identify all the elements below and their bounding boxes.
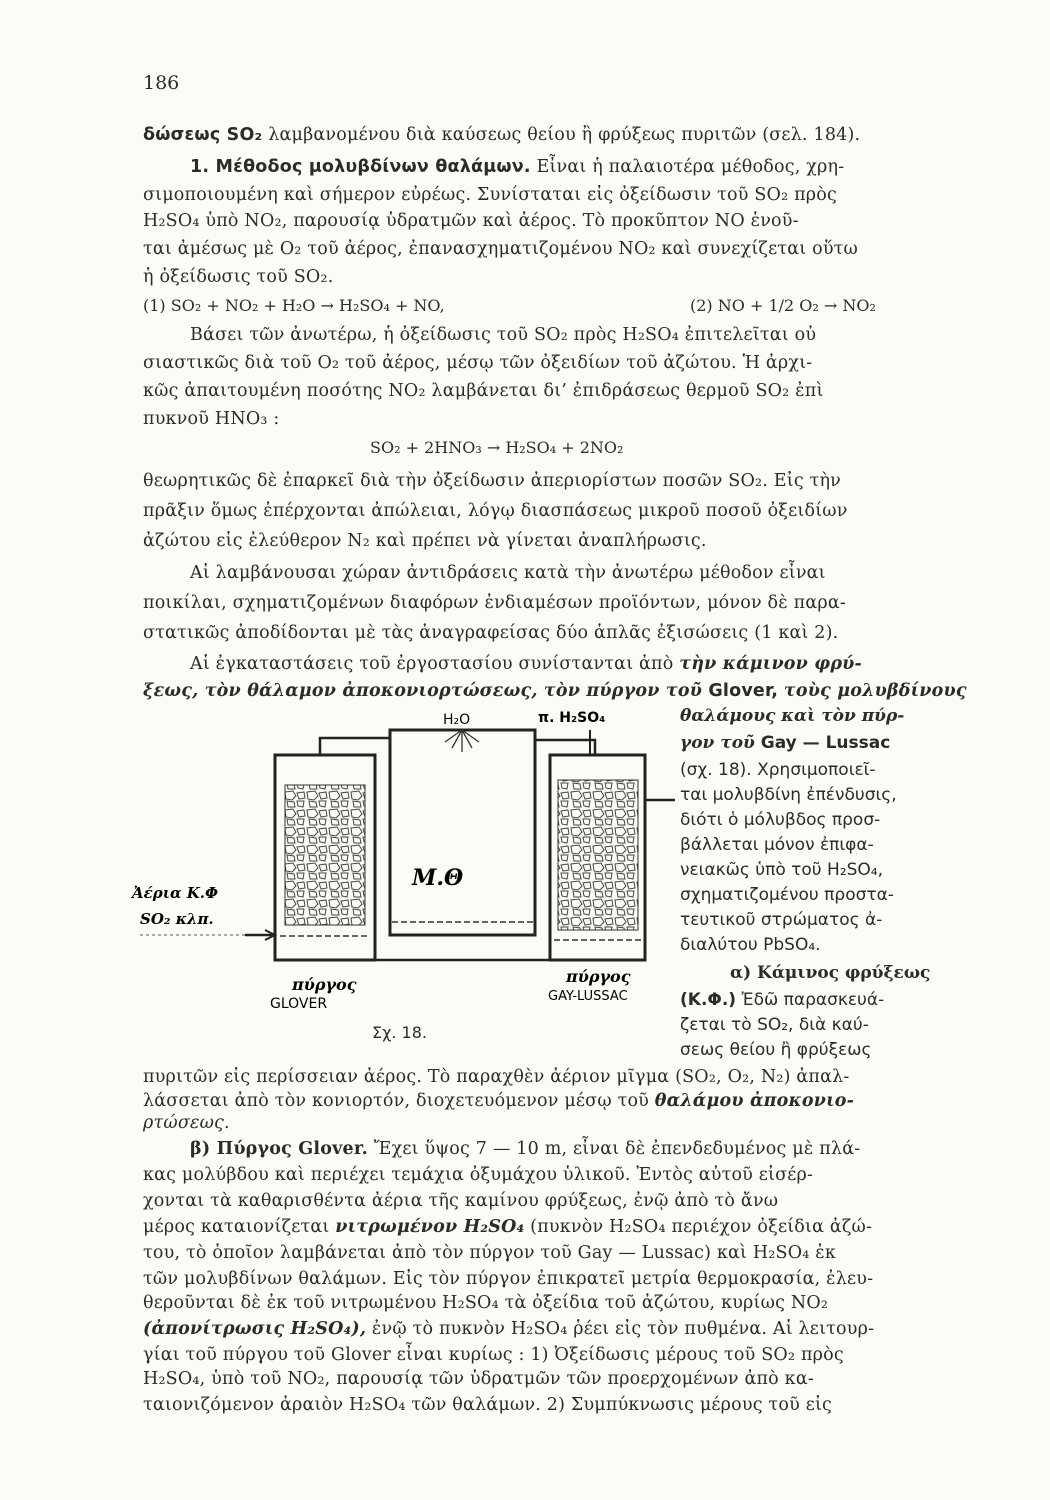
- right-column-line: νειακῶς ὑπὸ τοῦ H₂SO₄,: [680, 860, 884, 880]
- equation-1: (1) SO₂ + NO₂ + H₂O → H₂SO₄ + NO,: [143, 296, 445, 315]
- text-line: ἡ ὀξείδωσις τοῦ SO₂.: [143, 267, 334, 287]
- italic-term: (ἀπονίτρωσις H₂SO₄),: [143, 1319, 367, 1339]
- bold-term: Gay — Lussac: [760, 733, 891, 753]
- text-line: πυριτῶν εἰς περίσσειαν ἀέρος. Τὸ παραχθὲν ἀέριον μῖγμα (SO₂, O₂, N₂) ἀπαλ-: [143, 1067, 850, 1087]
- text-line: ται ἀμέσως μὲ O₂ τοῦ ἀέρος, ἐπανασχηματιζομένου NO₂ καὶ συνεχίζεται οὕτω: [143, 239, 859, 259]
- line-text: (πυκνὸν H₂SO₄ περιέχον ὀξείδια ἀζώ-: [530, 1217, 873, 1237]
- right-column-heading: α) Κάμινος φρύξεως: [730, 963, 931, 983]
- text-line: [143, 1318, 923, 1340]
- line-text: Ἐδῶ παρασκευά-: [741, 990, 885, 1010]
- bold-term: δώσεως SO₂: [143, 125, 263, 145]
- line-text: μέρος καταιονίζεται: [143, 1217, 336, 1237]
- italic-term: τὴν κάμινον φρύ-: [679, 654, 862, 674]
- right-column-line: διαλύτου PbSO₄.: [680, 935, 821, 955]
- text-line: [190, 1138, 923, 1160]
- right-column-line: σεως θείου ἢ φρύξεως: [680, 1040, 872, 1060]
- tower-diagram: [130, 700, 680, 1020]
- right-column-line: ται μολυβδίνη ἐπένδυσις,: [680, 785, 897, 805]
- italic-term: θαλάμου ἀποκονιο-: [654, 1091, 855, 1111]
- section-heading: 1. Μέθοδος μολυβδίνων θαλάμων.: [190, 157, 531, 177]
- text-line: πρᾶξιν ὅμως ἐπέρχονται ἀπώλειαι, λόγῳ διασπάσεως μικροῦ ποσοῦ ὀξειδίων: [143, 501, 848, 521]
- bold-term: Glover,: [708, 681, 779, 701]
- text-line: [143, 1216, 923, 1238]
- text-line: [143, 680, 967, 702]
- text-line: του, τὸ ὁποῖον λαμβάνεται ἀπὸ τὸν πύργον τοῦ Gay — Lussac) καὶ H₂SO₄ ἐκ: [143, 1243, 836, 1263]
- text-line: τῶν μολυβδίνων θαλάμων. Εἰς τὸν πύργον ἐπικρατεῖ μετρία θερμοκρασία, ἐλευ-: [143, 1269, 874, 1289]
- text-line: γίαι τοῦ πύργου τοῦ Glover εἶναι κυρίως : 1) Ὀξείδωσις μέρους τοῦ SO₂ πρὸς: [143, 1345, 844, 1365]
- diagram-label-h2so4: π. H₂SO₄: [538, 710, 606, 726]
- equation-3: SO₂ + 2HNO₃ → H₂SO₄ + 2NO₂: [370, 438, 624, 457]
- text-line: πυκνοῦ HNO₃ :: [143, 409, 280, 429]
- text-line: σιαστικῶς διὰ τοῦ O₂ τοῦ ἀέρος, μέσῳ τῶν ὀξειδίων τοῦ ἀζώτου. Ἡ ἀρχι-: [143, 353, 813, 373]
- right-column-line: θαλάμους καὶ τὸν πύρ-: [680, 706, 905, 726]
- text-line: [190, 156, 923, 178]
- text-line: [143, 124, 923, 146]
- right-column-line: σχηματιζομένου προστα-: [680, 885, 894, 905]
- right-column-line: (σχ. 18). Χρησιμοποιεῖ-: [680, 760, 876, 780]
- line-text: Εἶναι ἡ παλαιοτέρα μέθοδος, χρη-: [536, 157, 845, 177]
- diagram-label-center: M.Θ: [412, 865, 464, 891]
- right-column-line: ζεται τὸ SO₂, διὰ καύ-: [680, 1015, 869, 1035]
- text-line: θεροῦνται δὲ ἐκ τοῦ νιτρωμένου H₂SO₄ τὰ ὀξείδια τοῦ ἀζώτου, κυρίως NO₂: [143, 1293, 829, 1313]
- line-text: Ἔχει ὕψος 7 — 10 m, εἶναι δὲ ἐπενδεδυμένος μὲ πλά-: [373, 1139, 861, 1159]
- right-column-line: [680, 732, 925, 755]
- diagram-label-gay-gr: πύργος: [566, 967, 631, 986]
- text-line: κῶς ἀπαιτουμένη ποσότης NO₂ λαμβάνεται δι’ ἐπιδράσεως θερμοῦ SO₂ ἐπὶ: [143, 381, 824, 401]
- text-line: Αἱ λαμβάνουσαι χώραν ἀντιδράσεις κατὰ τὴν ἀνωτέρω μέθοδον εἶναι: [190, 563, 826, 583]
- line-text: Αἱ ἐγκαταστάσεις τοῦ ἐργοστασίου συνίστανται ἀπὸ: [190, 654, 680, 674]
- text-line: κας μολύβδου καὶ περιέχει τεμάχια ὀξυμάχου ὑλικοῦ. Ἐντὸς αὐτοῦ εἰσέρ-: [143, 1165, 814, 1185]
- text-line: ἀζώτου εἰς ἐλεύθερον N₂ καὶ πρέπει νὰ γίνεται ἀναπλήρωσις.: [143, 531, 707, 551]
- right-column-line: διότι ὁ μόλυβδος προσ-: [680, 810, 881, 830]
- line-text: ἐνῷ τὸ πυκνὸν H₂SO₄ ῥέει εἰς τὸν πυθμένα. Αἱ λειτουρ-: [371, 1319, 875, 1339]
- line-text: λαμβανομένου διὰ καύσεως θείου ἢ φρύξεως πυριτῶν (σελ. 184).: [268, 125, 861, 145]
- text-line: ποικίλαι, σχηματιζομένων διαφόρων ἐνδιαμέσων προϊόντων, μόνον δὲ παρα-: [143, 593, 846, 613]
- text-line: ταιονιζόμενον ἀραιὸν H₂SO₄ τῶν θαλάμων. 2) Συμπύκνωσις μέρους τοῦ εἰς: [143, 1395, 833, 1415]
- diagram-label-glover-en: GLOVER: [270, 996, 328, 1012]
- italic-term: ξεως, τὸν θάλαμον ἀποκονιορτώσεως, τὸν πύργον τοῦ: [143, 681, 709, 701]
- right-column-line: βάλλεται μόνον ἐπιφα-: [680, 835, 874, 855]
- text-line: [143, 1090, 923, 1112]
- diagram-label-glover-gr: πύργος: [292, 975, 357, 994]
- text-line: ρτώσεως.: [143, 1113, 230, 1133]
- section-heading: β) Πύργος Glover.: [190, 1139, 368, 1159]
- text-line: θεωρητικῶς δὲ ἐπαρκεῖ διὰ τὴν ὀξείδωσιν ἀπεριορίστων ποσῶν SO₂. Εἰς τὴν: [143, 471, 841, 491]
- line-text: λάσσεται ἀπὸ τὸν κονιορτόν, διοχετευόμενον μέσῳ τοῦ: [143, 1091, 655, 1111]
- text-line: H₂SO₄ ὑπὸ NO₂, παρουσίᾳ ὑδρατμῶν καὶ ἀέρος. Τὸ προκῦπτον NO ἑνοῦ-: [143, 211, 799, 231]
- right-column-line: [680, 989, 925, 1012]
- italic-term: νιτρωμένον H₂SO₄: [335, 1217, 525, 1237]
- italic-term: γον τοῦ: [680, 733, 761, 753]
- diagram-label-gay-en: GAY-LUSSAC: [548, 989, 628, 1004]
- right-column-line: τευτικοῦ στρώματος ἀ-: [680, 910, 883, 930]
- bold-term: (Κ.Φ.): [680, 990, 737, 1010]
- diagram-label-so2: SO₂ κλπ.: [140, 910, 214, 928]
- equation-2: (2) NO + 1/2 O₂ → NO₂: [690, 296, 876, 315]
- figure-caption: Σχ. 18.: [372, 1023, 427, 1042]
- page-number: 186: [143, 72, 180, 94]
- text-line: [190, 653, 923, 675]
- text-line: σιμοποιουμένη καὶ σήμερον εὐρέως. Συνίσταται εἰς ὀξείδωσιν τοῦ SO₂ πρὸς: [143, 185, 837, 205]
- diagram-label-air: Ἀέρια Κ.Φ: [132, 884, 219, 902]
- text-line: H₂SO₄, ὑπὸ τοῦ NO₂, παρουσίᾳ τῶν ὑδρατμῶν τῶν προερχομένων ἀπὸ κα-: [143, 1369, 814, 1389]
- text-line: στατικῶς ἀποδίδονται μὲ τὰς ἀναγραφείσας δύο ἁπλᾶς ἐξισώσεις (1 καὶ 2).: [143, 623, 839, 643]
- diagram-label-h2o: H₂O: [443, 712, 471, 728]
- italic-term: τοὺς μολυβδίνους: [783, 681, 967, 701]
- text-line: Βάσει τῶν ἀνωτέρω, ἡ ὀξείδωσις τοῦ SO₂ πρὸς H₂SO₄ ἐπιτελεῖται οὐ: [190, 325, 817, 345]
- text-line: χονται τὰ καθαρισθέντα ἀέρια τῆς καμίνου φρύξεως, ἐνῷ ἀπὸ τὸ ἄνω: [143, 1191, 779, 1211]
